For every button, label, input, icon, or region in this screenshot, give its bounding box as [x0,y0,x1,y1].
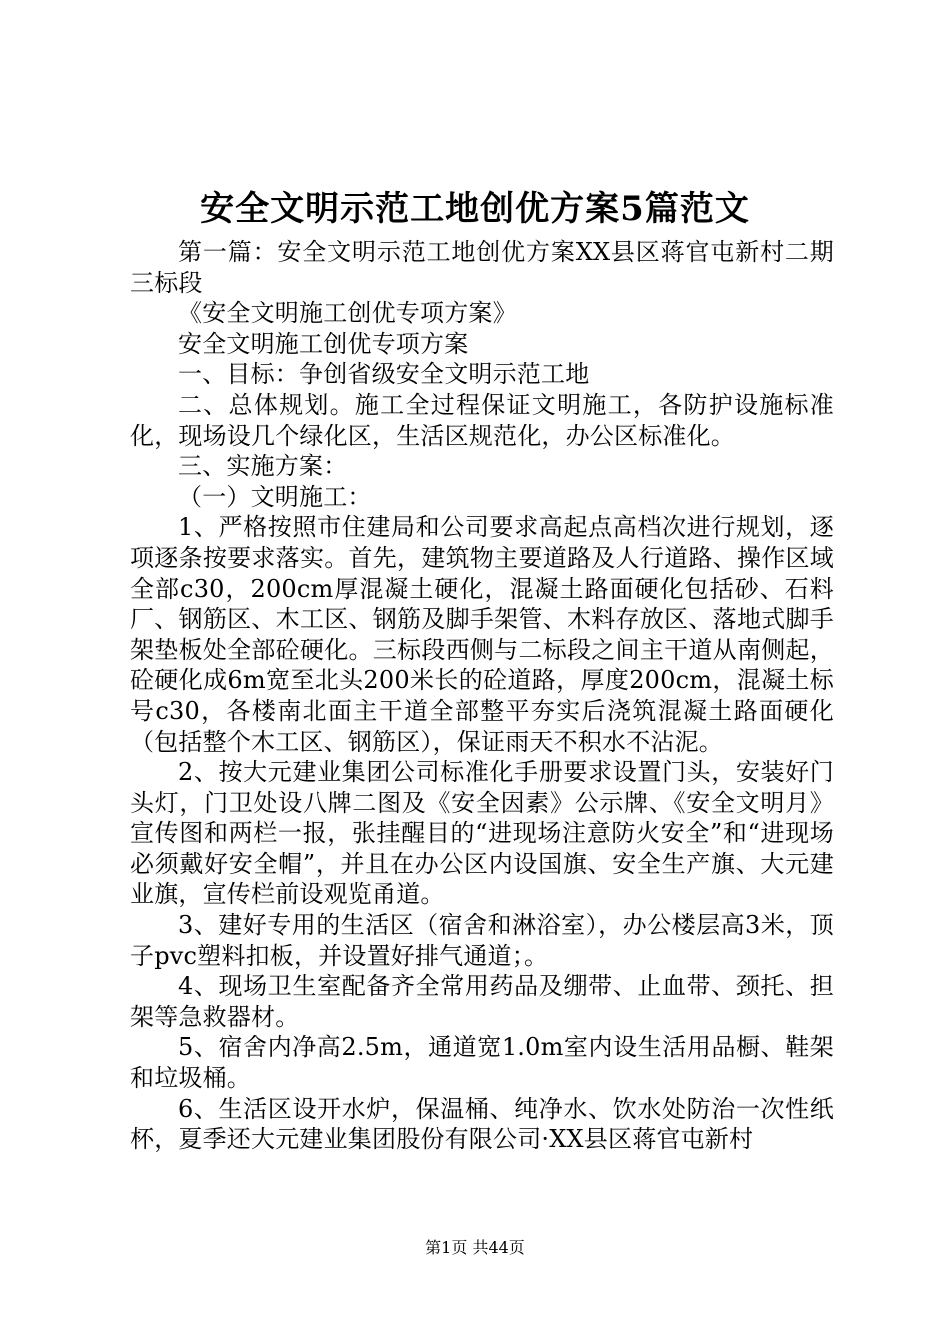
paragraph-1: 第一篇：安全文明示范工地创优方案XX县区蒋官屯新村二期三标段 [130,238,834,297]
paragraph-11: 4、现场卫生室配备齐全常用药品及绷带、止血带、颈托、担架等急救器材。 [130,972,834,1031]
paragraph-13: 6、生活区设开水炉，保温桶、纯净水、饮水处防治一次性纸杯，夏季还大元建业集团股份有限公司·XX县区蒋官屯新村 [130,1094,834,1154]
paragraph-10: 3、建好专用的生活区（宿舍和淋浴室），办公楼层高3米，顶子pvc塑料扣板，并设置好排气通道；。 [130,911,834,970]
paragraph-2: 《安全文明施工创优专项方案》 [178,299,517,328]
paragraph-5: 二、总体规划。施工全过程保证文明施工，各防护设施标准化，现场设几个绿化区，生活区规范化，办公区标准化。 [130,390,834,450]
paragraph-4: 一、目标：争创省级安全文明示范工地 [178,360,590,389]
paragraph-8: 1、严格按照市住建局和公司要求高起点高档次进行规划，逐项逐条按要求落实。首先，建筑物主要道路及人行道路、操作区域全部c30，200cm厚混凝土硬化，混凝土路面硬化包括砂、石料厂、钢筋区、木工区、钢筋及脚手架管、木料存放区、落地式脚手架垫板处全部砼硬化。三标段西侧与二标段之间主干道从南侧起，砼硬化成6m宽至北头200米长的砼道路，厚度200cm，混凝土标号c30，各楼南北面主干道全部整平夯实后浇筑混凝土路面硬化（包括整个木工区、钢筋区），保证雨天不积水不沾泥。 [130,513,834,756]
page-number-footer: 第1页 共44页 [425,1238,525,1257]
document-title: 安全文明示范工地创优方案5篇范文 [200,189,750,229]
paragraph-7: （一）文明施工： [178,482,372,511]
paragraph-6: 三、实施方案： [178,452,348,481]
document-body [130,237,834,1155]
paragraph-3: 安全文明施工创优专项方案 [178,329,469,358]
paragraph-9: 2、按大元建业集团公司标准化手册要求设置门头，安装好门头灯，门卫处设八牌二图及《安全因素》公示牌、《安全文明月》宣传图和两栏一报，张挂醒目的“进现场注意防火安全”和“进现场必须戴好安全帽”，并且在办公区内设国旗、安全生产旗、大元建业旗，宣传栏前设观览甬道。 [130,758,834,909]
paragraph-12: 5、宿舍内净高2.5m，通道宽1.0m室内设生活用品橱、鞋架和垃圾桶。 [130,1033,834,1093]
